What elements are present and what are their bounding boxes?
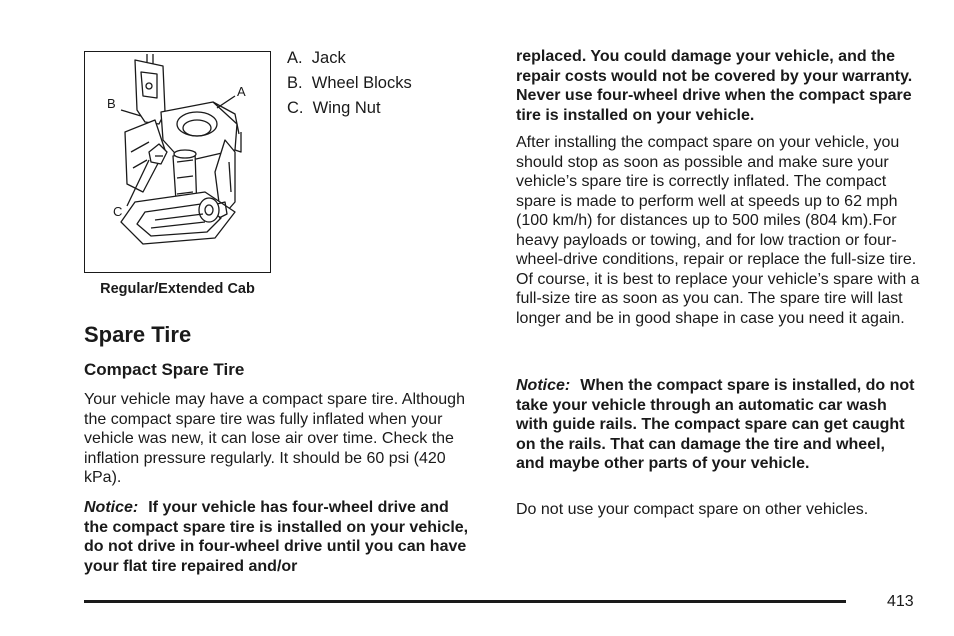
section-title: Spare Tire: [84, 322, 192, 347]
figure-label-c: C: [113, 204, 123, 219]
notice-paragraph: [84, 498, 474, 576]
jack-illustration-figure: [84, 51, 271, 273]
figure-caption: Regular/Extended Cab: [100, 281, 255, 297]
legend-item: A. Jack: [287, 49, 346, 67]
notice-label: Notice:: [84, 499, 139, 516]
footer-rule: [84, 600, 846, 603]
body-paragraph: After installing the compact spare on your vehicle, you should stop as soon as possible and make sure your vehicle’s spare tire is correctly inflated. The compact spare is made to perform well at speeds up to 62 mph (100 km/h) for distances up to 500 miles (804 km).For heavy payloads or towing, and for low traction or four-wheel-drive conditions, repair or replace the full-size tire. Of course, it is best to replace your vehicle’s spare with a full-size tire as soon as you can. The spare tire will last longer and be in good shape in case you need it again.: [516, 134, 920, 327]
notice-label: Notice:: [516, 377, 571, 394]
subsection-title: Compact Spare Tire: [84, 360, 245, 379]
notice-text: When the compact spare is installed, do not take your vehicle through an automatic car wash with guide rails. The compact spare can get caught on the rails. That can damage the tire and wheel, and maybe other parts of your vehicle.: [516, 377, 915, 472]
body-paragraph: Do not use your compact spare on other vehicles.: [516, 501, 869, 518]
body-paragraph: Your vehicle may have a compact spare tire. Although the compact spare tire was fully inflated when your vehicle was new, it can lose air over time. Check the inflation pressure regularly. It should be 60 psi (420 kPa).: [84, 391, 465, 486]
notice-text: If your vehicle has four-wheel drive and the compact spare tire is installed on your vehicle, do not drive in four-wheel drive until you can have your flat tire repaired and/or: [84, 499, 469, 575]
notice-continuation: replaced. You could damage your vehicle, and the repair costs would not be covered by your warranty. Never use four-wheel drive when the compact spare tire is installed on your vehicle.: [516, 48, 913, 124]
figure-legend: [287, 46, 412, 121]
legend-item: B. Wheel Blocks: [287, 74, 412, 92]
page-number: 413: [887, 593, 914, 610]
notice-paragraph: [516, 376, 916, 474]
figure-label-a: A: [237, 84, 246, 99]
figure-label-b: B: [107, 96, 116, 111]
legend-item: C. Wing Nut: [287, 99, 381, 117]
